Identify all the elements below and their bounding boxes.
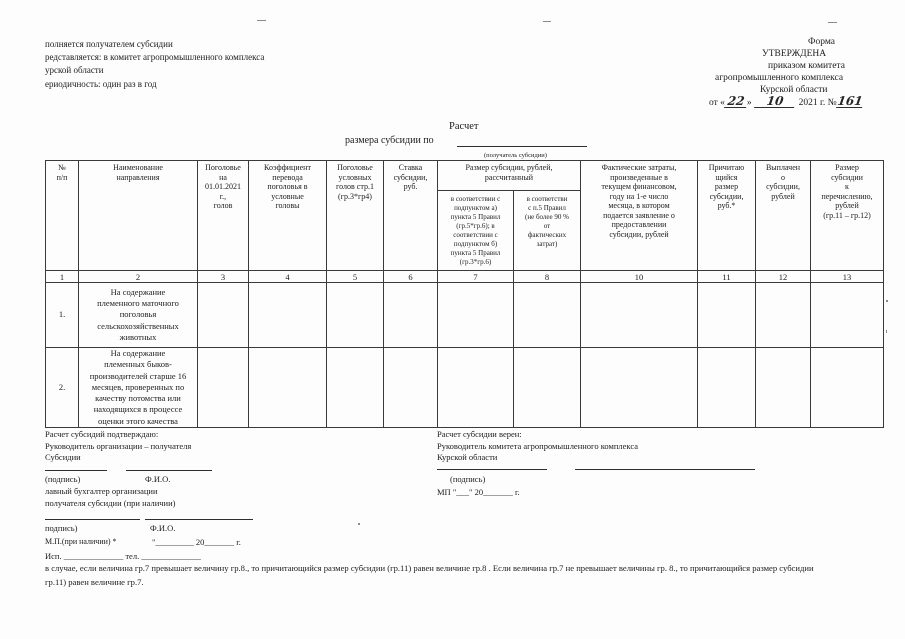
- column-number: 4: [249, 271, 327, 283]
- column-number: 1: [46, 271, 79, 283]
- header-actual-costs: Фактические затраты, произведенные в текущем финансовом, году на 1-е число месяца, в котором подается заявление о предоставлении субсидии, рублей: [581, 161, 698, 271]
- header-subsidy-to-transfer: Размер субсидии к перечислению, рублей (гр.11 – гр.12): [811, 161, 884, 271]
- column-number: 6: [384, 271, 438, 283]
- data-cell: [811, 283, 884, 348]
- column-number: 5: [327, 271, 384, 283]
- column-number: 8: [514, 271, 581, 283]
- row-direction: На содержание племенного маточного поголовья сельскохозяйственных животных: [79, 283, 198, 348]
- date-quote-close: »: [746, 98, 752, 108]
- row-number: 1.: [46, 283, 79, 348]
- document-subtitle: размера субсидии по: [345, 135, 434, 146]
- data-cell: [514, 283, 581, 348]
- data-cell: [327, 348, 384, 428]
- column-number: 10: [581, 271, 698, 283]
- scan-mark: [886, 330, 887, 333]
- data-cell: [581, 348, 698, 428]
- region-label: Курской области: [760, 85, 828, 95]
- verify-role: Руководитель комитета агропромышленного комплекса: [437, 441, 638, 451]
- head-role-continued: Субсидии: [45, 452, 81, 462]
- header-rate: Ставка субсидии, руб.: [384, 161, 438, 271]
- scan-mark: [257, 20, 266, 21]
- instruction-line: редставляется: в комитет агропромышленного комплекса: [45, 52, 265, 62]
- scan-mark: [828, 22, 837, 23]
- column-number: 11: [698, 271, 756, 283]
- header-number: № п/п: [46, 161, 79, 271]
- recipient-caption: (получатель субсидии): [484, 152, 547, 159]
- verify-stamp-date: МП "___" 20_______ г.: [437, 487, 520, 497]
- header-coefficient: Коэффициент перевода поголовья в условные головы: [249, 161, 327, 271]
- confirm-heading: Расчет субсидий подтверждаю:: [45, 429, 159, 439]
- instruction-line: ериодичность: один раз в год: [45, 79, 157, 89]
- column-numbers-row: [46, 271, 884, 283]
- column-number: 13: [811, 271, 884, 283]
- signature-caption: (подпись): [450, 474, 486, 484]
- column-number: 12: [756, 271, 811, 283]
- data-cell: [514, 348, 581, 428]
- verify-name-line: [575, 469, 755, 470]
- column-number: 3: [198, 271, 249, 283]
- stamp-label: М.П.(при наличии) *: [45, 537, 117, 546]
- signature-caption: подпись): [45, 523, 78, 533]
- accountant-signature-line: [45, 519, 140, 520]
- table-row: [46, 348, 884, 428]
- handwritten-month: 10: [754, 95, 796, 108]
- row-direction: На содержание племенных быков- производителей старше 16 месяцев, проверенных по качеству потомства или находящихся в процессе оценки этого качества: [79, 348, 198, 428]
- form-label: Форма: [808, 37, 836, 47]
- data-cell: [438, 283, 514, 348]
- header-due-subsidy: Причитаю щийся размер субсидии, руб.*: [698, 161, 756, 271]
- order-label: приказом комитета: [768, 61, 845, 71]
- table-header-row: [46, 161, 884, 191]
- header-subsidy-group: Размер субсидии, рублей, рассчитанный: [438, 161, 581, 191]
- handwritten-order-number: 161: [836, 94, 864, 108]
- name-caption: Ф.И.О.: [150, 523, 176, 533]
- verify-heading: Расчет субсидии верен:: [437, 429, 522, 439]
- data-cell: [698, 348, 756, 428]
- accountant-name-line: [145, 519, 253, 520]
- data-cell: [327, 283, 384, 348]
- handwritten-day: 22: [724, 95, 748, 108]
- column-number: 7: [438, 271, 514, 283]
- approval-date-line: [709, 95, 863, 109]
- scan-mark: [886, 300, 888, 302]
- header-paid-subsidy: Выплачен о субсидии, рублей: [756, 161, 811, 271]
- executor-line: Исп. ______________ тел. ______________: [45, 551, 201, 561]
- data-cell: [756, 283, 811, 348]
- confirm-date: "_________ 20_______ г.: [152, 537, 241, 547]
- head-role: Руководитель организации – получателя: [45, 441, 192, 451]
- footnote-line: гр.11) равен величине гр.7.: [45, 577, 144, 587]
- data-cell: [384, 283, 438, 348]
- header-direction: Наименование направления: [79, 161, 198, 271]
- data-cell: [756, 348, 811, 428]
- data-cell: [698, 283, 756, 348]
- header-livestock: Поголовье на 01.01.2021 г., голов: [198, 161, 249, 271]
- scan-mark: [358, 523, 360, 525]
- accountant-role-continued: получателя субсидии (при наличии): [45, 498, 176, 508]
- data-cell: [249, 348, 327, 428]
- verify-region: Курской области: [437, 452, 498, 462]
- instruction-line: полняется получателем субсидии: [45, 39, 173, 49]
- signature-caption: (подпись): [45, 474, 81, 484]
- header-subsidy-by-costs: в соответстви с п.5 Правил (не более 90 % от фактических затрат): [514, 191, 581, 271]
- year-and-number-label: 2021 г. №: [798, 98, 837, 108]
- header-conditional-heads: Поголовье условных голов стр.1 (гр.3*гр4): [327, 161, 384, 271]
- scan-mark: [543, 21, 551, 22]
- data-cell: [198, 348, 249, 428]
- column-number: 2: [79, 271, 198, 283]
- data-cell: [384, 348, 438, 428]
- data-cell: [581, 283, 698, 348]
- approved-label: УТВЕРЖДЕНА: [762, 49, 827, 59]
- table-row: [46, 283, 884, 348]
- header-subsidy-by-rules: в соответствии с подпунктом а) пункта 5 Правил (гр.5*гр.6); в соответствии с подпунктом б) пункта 5 Правил (гр.3*гр.6): [438, 191, 514, 271]
- head-signature-line: [45, 470, 107, 471]
- date-prefix: от «: [709, 98, 725, 108]
- footnote-line: в случае, если величина гр.7 превышает величину гр.8., то причитающийся размер субсидии (гр.11) равен величине гр.8 . Если величина гр.7 не превышает величины гр. 8., то причитающийся размер субсидии: [45, 563, 814, 573]
- data-cell: [811, 348, 884, 428]
- subsidy-calculation-table: [45, 160, 884, 428]
- document-title: Расчет: [449, 121, 479, 132]
- committee-label: агропромышленного комплекса: [715, 73, 844, 83]
- instruction-line: урской области: [45, 65, 104, 75]
- data-cell: [198, 283, 249, 348]
- head-name-line: [126, 470, 212, 471]
- name-caption: Ф.И.О.: [145, 474, 171, 484]
- recipient-underline: [457, 146, 587, 147]
- data-cell: [249, 283, 327, 348]
- row-number: 2.: [46, 348, 79, 428]
- verify-signature-line: [437, 469, 547, 470]
- data-cell: [438, 348, 514, 428]
- accountant-role: лавный бухгалтер организации: [45, 486, 158, 496]
